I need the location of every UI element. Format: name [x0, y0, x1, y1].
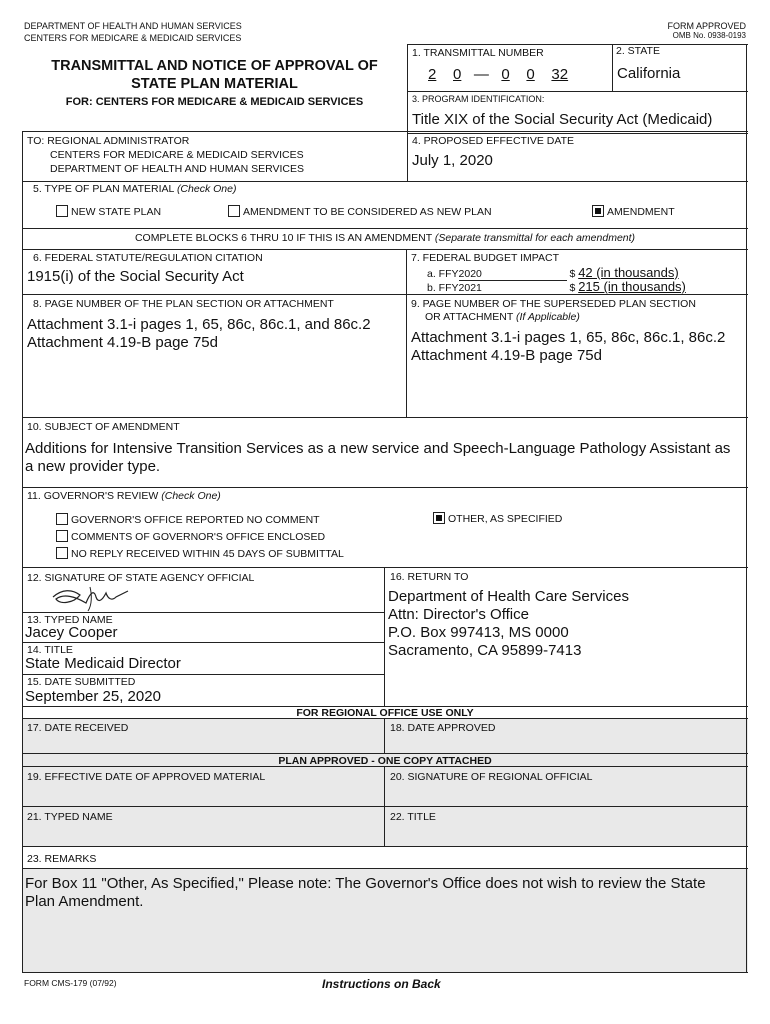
- box2-label: 2. STATE: [616, 45, 660, 57]
- box15-label: 15. DATE SUBMITTED: [27, 676, 136, 688]
- return-to-line-4: Sacramento, CA 95899-7413: [388, 642, 582, 659]
- dept-line-2: CENTERS FOR MEDICARE & MEDICAID SERVICES: [24, 33, 242, 43]
- gov-no-reply-checkbox[interactable]: [56, 547, 68, 559]
- transmittal-digit-2: 0: [453, 66, 462, 83]
- budget-line-a: a. FFY2020 $ 42 (in thousands): [427, 265, 679, 280]
- box1-label: 1. TRANSMITTAL NUMBER: [412, 47, 544, 59]
- box4-label: 4. PROPOSED EFFECTIVE DATE: [412, 135, 575, 147]
- superseded-line-1: Attachment 3.1-i pages 1, 65, 86c, 86c.1, 86c.2: [411, 329, 726, 346]
- box17-label: 17. DATE RECEIVED: [27, 722, 129, 734]
- subject-line-2: a new provider type.: [25, 458, 161, 475]
- to-line-1: TO: REGIONAL ADMINISTRATOR: [27, 135, 190, 147]
- transmittal-digit-5: 32: [551, 66, 569, 83]
- amendment-checkbox[interactable]: [592, 205, 604, 217]
- gov-no-reply-option[interactable]: NO REPLY RECEIVED WITHIN 45 DAYS OF SUBMITTAL: [56, 547, 344, 560]
- form-title-line-3: FOR: CENTERS FOR MEDICARE & MEDICAID SERVICES: [65, 96, 364, 108]
- omb-number: OMB No. 0938-0193: [672, 31, 746, 40]
- box9-label-1: 9. PAGE NUMBER OF THE SUPERSEDED PLAN SECTION: [411, 298, 696, 310]
- program-id-value: Title XIX of the Social Security Act (Medicaid): [412, 111, 713, 128]
- box5-label: 5. TYPE OF PLAN MATERIAL (Check One): [33, 183, 237, 195]
- remarks-line-2: Plan Amendment.: [25, 893, 144, 910]
- title-value: State Medicaid Director: [25, 655, 181, 672]
- return-to-line-2: Attn: Director's Office: [388, 606, 529, 623]
- gov-no-comment-option[interactable]: GOVERNOR'S OFFICE REPORTED NO COMMENT: [56, 513, 320, 526]
- superseded-line-2: Attachment 4.19-B page 75d: [411, 347, 602, 364]
- transmittal-number: [428, 66, 568, 83]
- transmittal-dash: —: [473, 66, 489, 83]
- state-value: California: [617, 65, 681, 82]
- amendment-new-plan-option[interactable]: AMENDMENT TO BE CONSIDERED AS NEW PLAN: [228, 205, 492, 218]
- regional-header: FOR REGIONAL OFFICE USE ONLY: [296, 707, 474, 719]
- box8-label: 8. PAGE NUMBER OF THE PLAN SECTION OR ATTACHMENT: [33, 298, 334, 310]
- box12-label: 12. SIGNATURE OF STATE AGENCY OFFICIAL: [27, 572, 255, 584]
- effective-date-value: July 1, 2020: [412, 152, 493, 169]
- box20-label: 20. SIGNATURE OF REGIONAL OFFICIAL: [390, 771, 593, 783]
- subject-line-1: Additions for Intensive Transition Services as a new service and Speech-Language Pathology Assistant as: [25, 440, 731, 457]
- gov-other-option[interactable]: OTHER, AS SPECIFIED: [433, 512, 562, 525]
- form-title-line-1: TRANSMITTAL AND NOTICE OF APPROVAL OF: [51, 58, 378, 74]
- form-id: FORM CMS-179 (07/92): [24, 978, 117, 988]
- return-to-line-1: Department of Health Care Services: [388, 588, 629, 605]
- instructions-note: Instructions on Back: [322, 977, 441, 991]
- gov-comments-checkbox[interactable]: [56, 530, 68, 542]
- box18-label: 18. DATE APPROVED: [390, 722, 496, 734]
- dept-line-1: DEPARTMENT OF HEALTH AND HUMAN SERVICES: [24, 21, 242, 31]
- statute-value: 1915(i) of the Social Security Act: [27, 268, 244, 285]
- form-approved: FORM APPROVED: [667, 21, 746, 31]
- box13-label: 13. TYPED NAME: [27, 614, 113, 626]
- typed-name-value: Jacey Cooper: [25, 624, 118, 641]
- box9-label-2: OR ATTACHMENT (If Applicable): [425, 311, 580, 323]
- box16-label: 16. RETURN TO: [390, 571, 469, 583]
- box3-label: 3. PROGRAM IDENTIFICATION:: [412, 94, 545, 104]
- box11-label: 11. GOVERNOR'S REVIEW (Check One): [27, 490, 221, 502]
- box14-label: 14. TITLE: [27, 644, 73, 656]
- plan-section-line-1: Attachment 3.1-i pages 1, 65, 86c, 86c.1, and 86c.2: [27, 316, 371, 333]
- return-to-line-3: P.O. Box 997413, MS 0000: [388, 624, 569, 641]
- amendment-option[interactable]: AMENDMENT: [592, 205, 675, 218]
- box22-label: 22. TITLE: [390, 811, 436, 823]
- signature-image: [50, 583, 132, 613]
- box6-label: 6. FEDERAL STATUTE/REGULATION CITATION: [33, 252, 263, 264]
- budget-line-b: b. FFY2021 $ 215 (in thousands): [427, 279, 686, 294]
- to-line-2: CENTERS FOR MEDICARE & MEDICAID SERVICES: [50, 149, 304, 161]
- remarks-line-1: For Box 11 "Other, As Specified," Please note: The Governor's Office does not wish to review the State: [25, 875, 706, 892]
- box23-label: 23. REMARKS: [27, 853, 97, 865]
- gov-other-checkbox[interactable]: [433, 512, 445, 524]
- box19-label: 19. EFFECTIVE DATE OF APPROVED MATERIAL: [27, 771, 266, 783]
- transmittal-digit-4: 0: [526, 66, 535, 83]
- box7-label: 7. FEDERAL BUDGET IMPACT: [411, 252, 559, 264]
- complete-blocks-note: COMPLETE BLOCKS 6 THRU 10 IF THIS IS AN AMENDMENT (Separate transmittal for each amendment): [134, 232, 636, 244]
- transmittal-digit-3: 0: [501, 66, 510, 83]
- box21-label: 21. TYPED NAME: [27, 811, 113, 823]
- form-title-line-2: STATE PLAN MATERIAL: [131, 76, 298, 92]
- new-state-plan-checkbox[interactable]: [56, 205, 68, 217]
- to-line-3: DEPARTMENT OF HEALTH AND HUMAN SERVICES: [50, 163, 304, 175]
- gov-no-comment-checkbox[interactable]: [56, 513, 68, 525]
- box10-label: 10. SUBJECT OF AMENDMENT: [27, 421, 180, 433]
- amendment-new-plan-checkbox[interactable]: [228, 205, 240, 217]
- new-state-plan-option[interactable]: NEW STATE PLAN: [56, 205, 161, 218]
- plan-section-line-2: Attachment 4.19-B page 75d: [27, 334, 218, 351]
- plan-approved-header: PLAN APPROVED - ONE COPY ATTACHED: [278, 755, 492, 767]
- transmittal-digit-1: 2: [428, 66, 437, 83]
- gov-comments-option[interactable]: COMMENTS OF GOVERNOR'S OFFICE ENCLOSED: [56, 530, 325, 543]
- date-submitted-value: September 25, 2020: [25, 688, 161, 705]
